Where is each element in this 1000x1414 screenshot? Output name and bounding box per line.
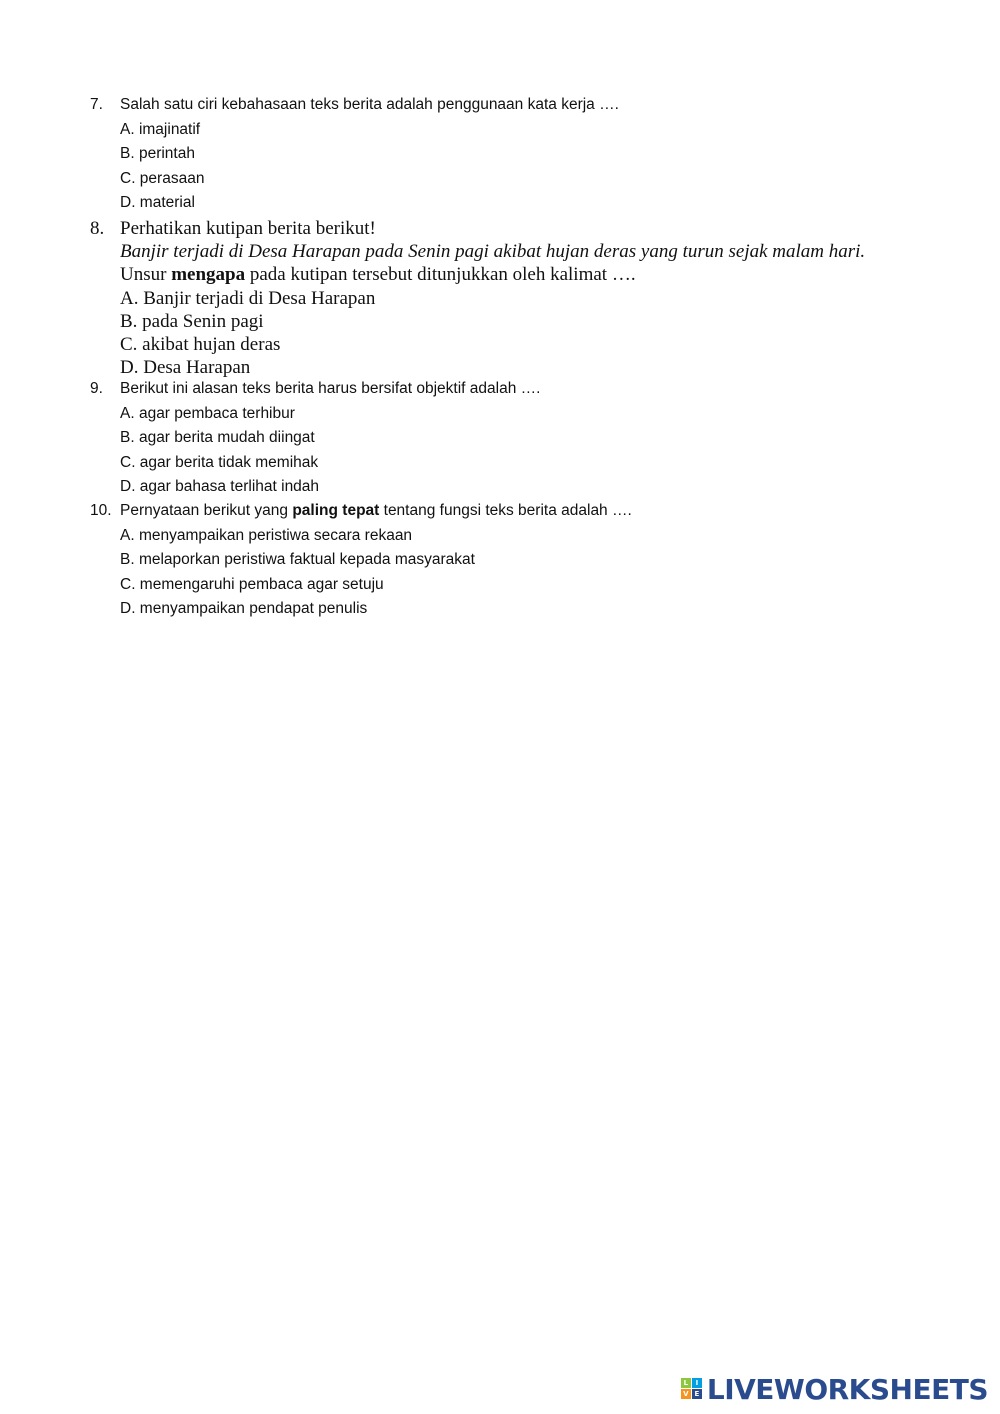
text-before: Pernyataan berikut yang [120,502,293,519]
prompt-bold: mengapa [171,264,246,285]
logo-tile-3: V [681,1389,691,1399]
question-number: 7. [90,96,103,113]
option-c[interactable]: C. perasaan [120,170,205,187]
option-c[interactable]: C. memengaruhi pembaca agar setuju [120,576,384,593]
text-bold: paling tepat [292,502,380,519]
option-a[interactable]: A. agar pembaca terhibur [120,405,295,422]
option-b[interactable]: B. perintah [120,145,195,162]
logo-tile-1: L [681,1378,691,1388]
text-after: tentang fungsi teks berita adalah …. [379,502,632,519]
question-prompt [120,264,636,286]
option-b[interactable]: B. agar berita mudah diingat [120,429,315,446]
option-d[interactable]: D. menyampaikan pendapat penulis [120,600,368,617]
option-d[interactable]: D. Desa Harapan [120,357,251,378]
option-a[interactable]: A. Banjir terjadi di Desa Harapan [120,288,376,309]
question-text: Salah satu ciri kebahasaan teks berita adalah penggunaan kata kerja …. [120,96,619,113]
liveworksheets-logo[interactable] [681,1374,988,1404]
question-number: 9. [90,380,103,397]
question-text: Berikut ini alasan teks berita harus bersifat objektif adalah …. [120,380,541,397]
prompt-before: Unsur [120,264,172,285]
option-a[interactable]: A. imajinatif [120,121,201,138]
logo-icon [681,1378,703,1400]
question-intro: Perhatikan kutipan berita berikut! [120,218,376,239]
option-c[interactable]: C. agar berita tidak memihak [120,454,319,471]
prompt-after: pada kutipan tersebut ditunjukkan oleh kalimat …. [245,264,636,285]
option-a[interactable]: A. menyampaikan peristiwa secara rekaan [120,527,413,544]
option-b[interactable]: B. pada Senin pagi [120,311,264,332]
logo-text: LIVEWORKSHEETS [706,1372,988,1406]
option-d[interactable]: D. material [120,194,195,211]
logo-tile-2: I [692,1378,702,1388]
news-quote: Banjir terjadi di Desa Harapan pada Senin pagi akibat hujan deras yang turun sejak malam hari. [120,241,866,262]
question-text [120,502,632,520]
option-d[interactable]: D. agar bahasa terlihat indah [120,478,320,495]
option-c[interactable]: C. akibat hujan deras [120,334,281,355]
option-b[interactable]: B. melaporkan peristiwa faktual kepada masyarakat [120,551,475,568]
question-number: 10. [90,502,112,519]
logo-tile-4: E [692,1389,702,1399]
question-number: 8. [90,218,105,239]
